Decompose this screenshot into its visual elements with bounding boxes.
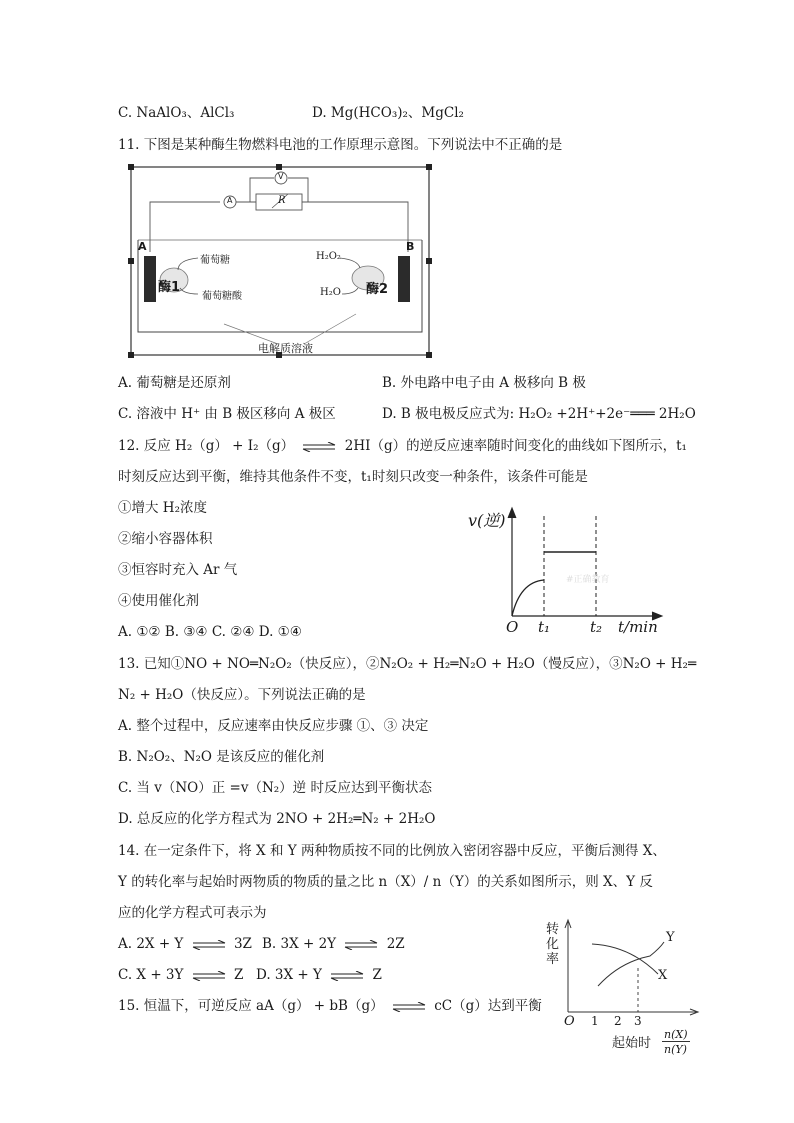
q14-option-d-rhs: Z: [372, 967, 382, 983]
q13-option-c: C. 当 v（NO）正 =v（N₂）逆 时反应达到平衡状态: [118, 780, 432, 796]
h2o2-label: H₂O₂: [316, 251, 341, 262]
gluconic-acid-label: 葡萄糖酸: [202, 291, 242, 302]
q14-option-a-rhs: 3Z: [233, 936, 252, 952]
q14-series-x-label: X: [658, 968, 668, 983]
q14-y-axis-char-3: 率: [546, 952, 560, 967]
q12-item-2: ②缩小容器体积: [118, 531, 213, 547]
electrode-b-label: B: [406, 240, 415, 253]
q14-y-axis-char-1: 转: [546, 922, 560, 937]
q12-stem-part-a: 12. 反应 H₂（g） + I₂（g）: [118, 438, 295, 454]
q14-stem-line2: Y 的转化率与起始时两物质的物质的量之比 n（X）/ n（Y）的关系如图所示，则 X、Y 反: [118, 874, 653, 890]
enzyme1-label: 酶1: [158, 280, 181, 295]
q15-stem-part-a: 15. 恒温下，可逆反应 aA（g） + bB（g）: [118, 998, 384, 1014]
q13-stem-line1: 13. 已知①NO + NO═N₂O₂（快反应），②N₂O₂ + H₂═N₂O + H₂O（慢反应），③N₂O + H₂═: [118, 656, 697, 672]
q14-option-b-lhs: B. 3X + 2Y: [262, 936, 337, 952]
equilibrium-arrow-icon: [192, 971, 226, 981]
equilibrium-arrow-icon: [192, 940, 226, 950]
q14-x-axis-fraction-numerator: n(X): [664, 1028, 688, 1041]
q14-conversion-figure: [540, 916, 710, 1062]
resistor-label: R: [278, 195, 286, 206]
equilibrium-arrow-icon: [344, 940, 378, 950]
q15-stem-part-b: cC（g）达到平衡: [434, 998, 542, 1014]
q14-origin-label: O: [564, 1014, 575, 1029]
voltmeter-label: V: [278, 172, 284, 181]
q14-option-c-lhs: C. X + 3Y: [118, 967, 184, 983]
q14-stem-line1: 14. 在一定条件下，将 X 和 Y 两种物质按不同的比例放入密闭容器中反应，平衡后测得 X、: [118, 843, 666, 859]
q14-option-b: [262, 935, 405, 953]
q14-tick-2: 2: [614, 1014, 622, 1028]
q12-choices: A. ①② B. ③④ C. ②④ D. ①④: [118, 624, 302, 640]
q12-item-4: ④使用催化剂: [118, 593, 199, 609]
q10-option-d: D. Mg(HCO₃)₂、MgCl₂: [312, 105, 464, 121]
q10-option-c: C. NaAlO₃、AlCl₃: [118, 105, 235, 121]
q14-series-y-label: Y: [666, 930, 675, 945]
q12-stem: [118, 437, 687, 455]
q14-tick-3: 3: [634, 1014, 642, 1028]
q12-x-axis-label: t/min: [618, 618, 658, 636]
enzyme2-label: 酶2: [366, 282, 389, 297]
equilibrium-arrow-icon: [302, 442, 336, 452]
q13-option-a: A. 整个过程中，反应速率由快反应步骤 ①、③ 决定: [118, 718, 429, 734]
q12-item-3: ③恒容时充入 Ar 气: [118, 562, 238, 578]
q11-option-b: B. 外电路中电子由 A 极移向 B 极: [382, 375, 586, 391]
q11-option-a: A. 葡萄糖是还原剂: [118, 375, 231, 391]
q15-stem: [118, 997, 542, 1015]
q14-option-d-lhs: D. 3X + Y: [256, 967, 322, 983]
q13-option-d: D. 总反应的化学方程式为 2NO + 2H₂═N₂ + 2H₂O: [118, 811, 436, 827]
q14-option-a: [118, 935, 252, 953]
q14-y-axis-char-2: 化: [546, 937, 560, 952]
q11-option-d: D. B 极电极反应式为: H₂O₂ +2H⁺+2e⁻═══ 2H₂O: [382, 406, 696, 422]
q13-option-b: B. N₂O₂、N₂O 是该反应的催化剂: [118, 749, 325, 765]
q12-stem-line2: 时刻反应达到平衡，维持其他条件不变，t₁时刻只改变一种条件，该条件可能是: [118, 469, 588, 485]
q14-tick-1: 1: [591, 1014, 599, 1028]
q14-stem-line3: 应的化学方程式可表示为: [118, 905, 267, 921]
q12-watermark: #正确教育: [566, 575, 610, 585]
q11-stem: 11. 下图是某种酶生物燃料电池的工作原理示意图。下列说法中不正确的是: [118, 137, 563, 153]
equilibrium-arrow-icon: [392, 1002, 426, 1012]
q14-x-axis-fraction-denominator: n(Y): [664, 1043, 687, 1056]
q14-option-d: [256, 966, 382, 984]
h2o-label: H₂O: [320, 287, 341, 298]
q13-stem-line2: N₂ + H₂O（快反应）。下列说法正确的是: [118, 687, 366, 703]
ammeter-label: A: [227, 196, 233, 205]
equilibrium-arrow-icon: [330, 971, 364, 981]
q12-t1-label: t₁: [538, 618, 551, 636]
q12-rate-time-figure: [468, 504, 668, 642]
q11-option-c: C. 溶液中 H⁺ 由 B 极区移向 A 极区: [118, 406, 336, 422]
q14-option-b-rhs: 2Z: [386, 936, 405, 952]
q12-item-1: ①增大 H₂浓度: [118, 500, 207, 516]
q11-fuel-cell-figure: [128, 164, 432, 360]
q12-stem-part-b: 2HI（g）的逆反应速率随时间变化的曲线如下图所示，t₁: [344, 438, 687, 454]
q12-origin-label: O: [506, 618, 519, 636]
q14-option-c-rhs: Z: [234, 967, 244, 983]
electrolyte-label: 电解质溶液: [258, 342, 313, 355]
q14-x-axis-label: 起始时: [612, 1036, 652, 1051]
glucose-label: 葡萄糖: [200, 255, 230, 266]
q12-t2-label: t₂: [590, 618, 603, 636]
q14-option-a-lhs: A. 2X + Y: [118, 936, 184, 952]
q12-y-axis-label: v(逆): [468, 511, 506, 530]
q14-option-c: [118, 966, 243, 984]
electrode-a-label: A: [138, 240, 147, 253]
